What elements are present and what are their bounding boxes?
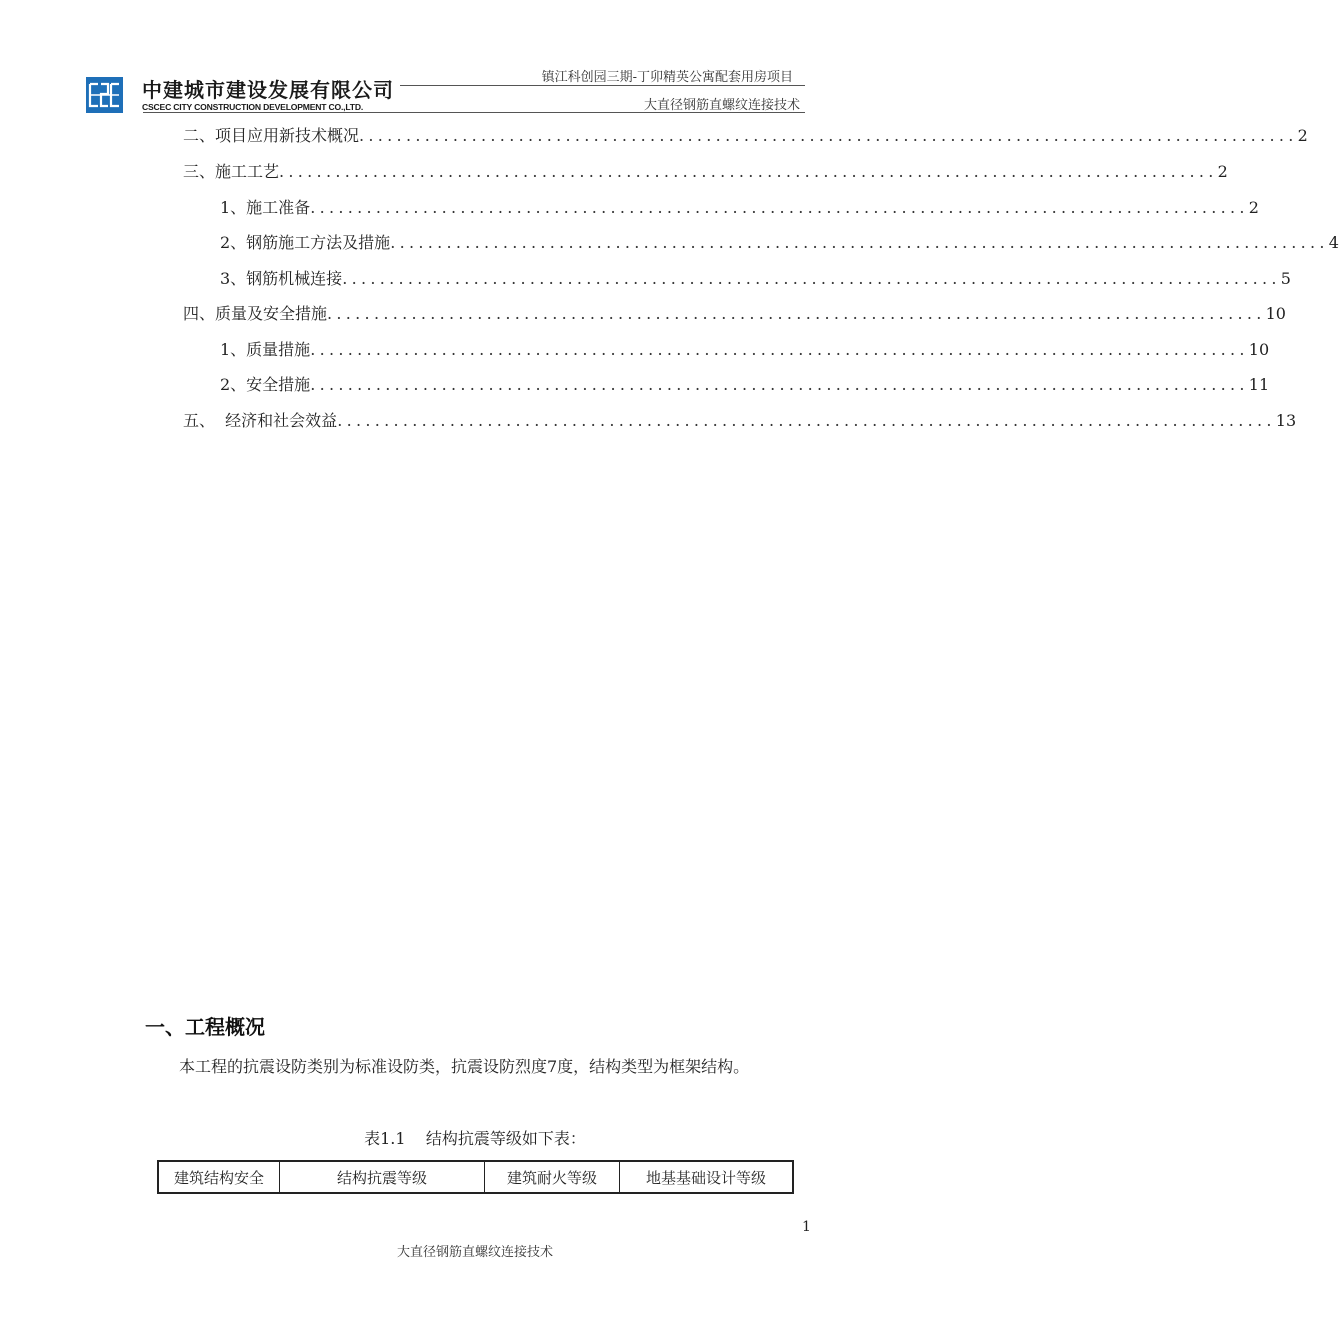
company-name-cn: 中建城市建设发展有限公司 — [142, 78, 394, 102]
toc-item-label: 二、项目应用新技术概况 — [183, 126, 360, 145]
toc-item-label: 四、质量及安全措施 — [183, 304, 328, 323]
section-title: 一、工程概况 — [145, 1015, 265, 1039]
seismic-grade-table — [157, 1160, 794, 1194]
header-divider-top — [400, 85, 805, 86]
footer-title: 大直径钢筋直螺纹连接技术 — [396, 1245, 553, 1260]
table-header-cell: 结构抗震等级 — [280, 1161, 485, 1193]
toc-leader: .................................................................................................... — [337, 411, 1276, 430]
toc-item[interactable] — [183, 121, 1308, 151]
toc-item-label: 2、安全措施 — [220, 375, 311, 394]
table-caption-number: 表1.1 — [364, 1129, 406, 1148]
toc-item-page: 13 — [1275, 411, 1297, 430]
company-logo — [86, 77, 123, 113]
toc-leader: .................................................................................................... — [342, 269, 1281, 288]
toc-item[interactable] — [220, 370, 1270, 400]
toc-item[interactable] — [220, 264, 1291, 294]
table-header-cell: 建筑结构安全 — [158, 1161, 280, 1193]
toc-leader: .................................................................................................... — [390, 233, 1329, 252]
toc-item[interactable] — [183, 157, 1228, 187]
toc-item-label: 1、质量措施 — [220, 340, 311, 359]
toc-leader: .................................................................................................... — [327, 304, 1266, 323]
header-divider-bottom — [143, 112, 805, 113]
toc-item-page: 10 — [1265, 304, 1286, 323]
table-caption-text: 结构抗震等级如下表： — [425, 1129, 586, 1148]
table-caption — [0, 1126, 950, 1149]
project-name: 镇江科创园三期-丁卯精英公寓配套用房项目 — [541, 70, 793, 85]
toc-item[interactable] — [220, 193, 1259, 223]
toc-leader: .................................................................................................... — [310, 375, 1249, 394]
toc-leader: .................................................................................................... — [279, 162, 1218, 181]
table-header-cell: 地基基础设计等级 — [620, 1161, 794, 1193]
table-header-cell: 建筑耐火等级 — [485, 1161, 620, 1193]
toc-item-page: 5 — [1280, 269, 1291, 288]
header-doc-title: 大直径钢筋直螺纹连接技术 — [643, 98, 800, 113]
toc-leader: .................................................................................................... — [310, 198, 1249, 217]
page-number: 1 — [802, 1219, 811, 1235]
toc-item[interactable] — [183, 299, 1286, 329]
table-header-row — [158, 1161, 793, 1193]
toc-item-page: 2 — [1248, 198, 1259, 217]
toc-item-label: 2、钢筋施工方法及措施 — [220, 233, 391, 252]
toc-item-page: 4 — [1328, 233, 1339, 252]
toc-item-label: 1、施工准备 — [220, 198, 311, 217]
toc-leader: .................................................................................................... — [310, 340, 1249, 359]
toc-item-page: 10 — [1248, 340, 1270, 359]
toc-item[interactable] — [220, 335, 1270, 365]
toc-item-page: 2 — [1217, 162, 1228, 181]
toc-item-label: 三、施工工艺 — [183, 162, 280, 181]
company-name-en: CSCEC CITY CONSTRUCTION DEVELOPMENT CO.,LTD. — [142, 102, 364, 112]
toc-item-label: 3、钢筋机械连接 — [220, 269, 343, 288]
toc-item-page: 11 — [1248, 375, 1270, 394]
toc-item[interactable] — [220, 228, 1339, 258]
toc-item-page: 2 — [1297, 126, 1308, 145]
section-paragraph: 本工程的抗震设防类别为标准设防类，抗震设防烈度7度，结构类型为框架结构。 — [179, 1057, 750, 1076]
toc-leader: .................................................................................................... — [359, 126, 1298, 145]
toc-item-label: 五、 经济和社会效益 — [183, 411, 338, 430]
cscec-logo-icon — [86, 77, 123, 113]
toc-item[interactable] — [183, 406, 1297, 436]
